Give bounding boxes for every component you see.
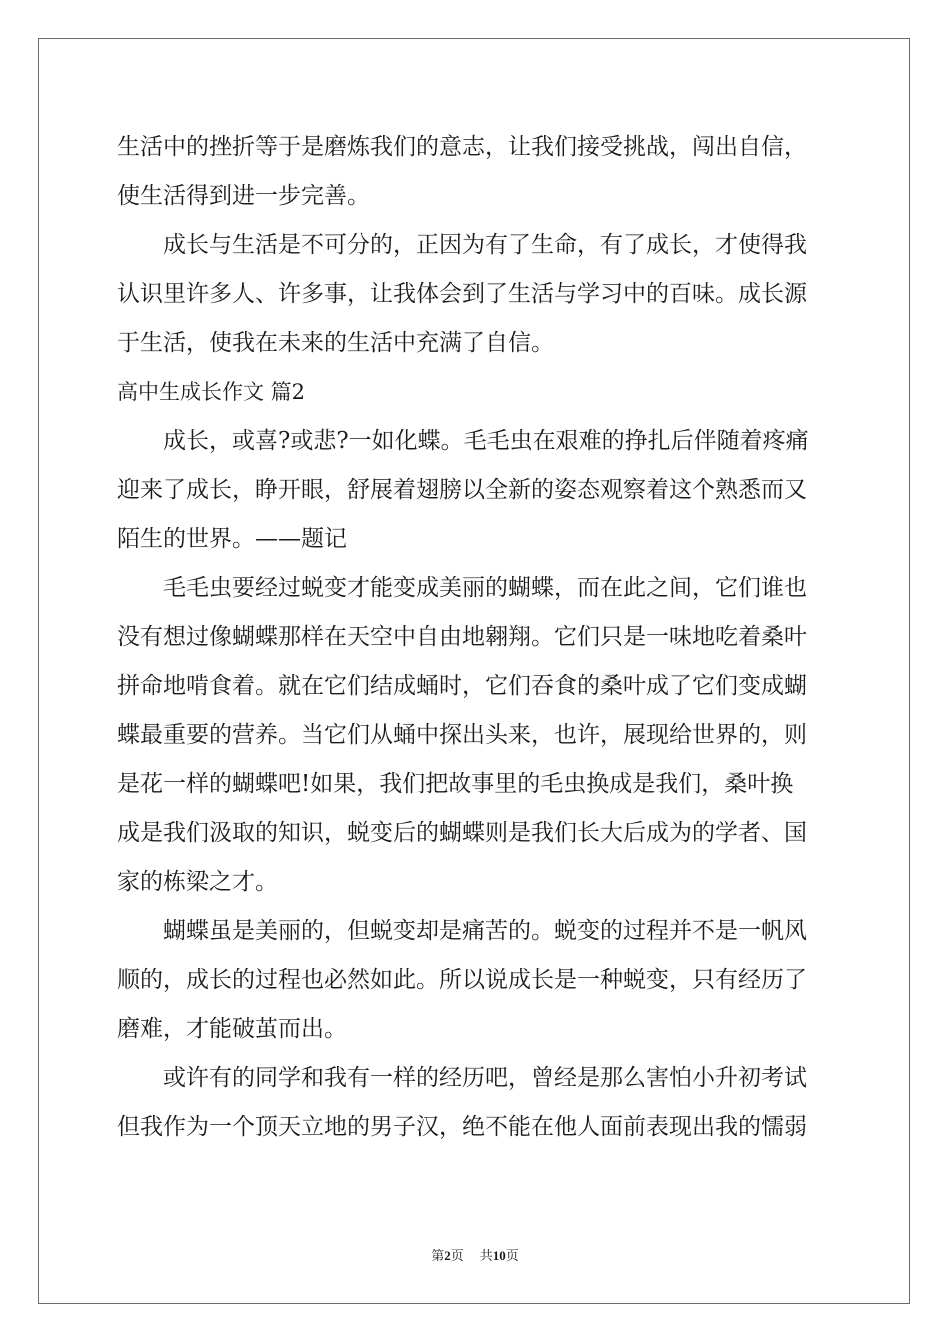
text-line: 没有想过像蝴蝶那样在天空中自由地翱翔。它们只是一味地吃着桑叶 (117, 624, 807, 650)
text-line: 于生活，使我在未来的生活中充满了自信。 (117, 330, 554, 356)
text-line: 但我作为一个顶天立地的男子汉，绝不能在他人面前表现出我的懦弱 (117, 1114, 807, 1140)
text-line: 是花一样的蝴蝶吧!如果，我们把故事里的毛虫换成是我们，桑叶换 (117, 771, 794, 797)
total-page-count: 10 (492, 1248, 506, 1263)
text-line: 顺的，成长的过程也必然如此。所以说成长是一种蜕变，只有经历了 (117, 967, 807, 993)
text-line: 毛毛虫要经过蜕变才能变成美丽的蝴蝶，而在此之间，它们谁也 (163, 575, 807, 601)
page-number-suffix: 页 (450, 1248, 464, 1263)
text-line: 蝶最重要的营养。当它们从蛹中探出头来，也许，展现给世界的，则 (117, 722, 807, 748)
current-page-number: 2 (444, 1248, 451, 1263)
text-line: 家的栋梁之才。 (117, 869, 278, 895)
text-line: 陌生的世界。——题记 (117, 526, 347, 552)
page-number-prefix: 第 (431, 1248, 445, 1263)
total-pages-prefix: 共 (479, 1248, 493, 1263)
document-body (117, 123, 833, 1152)
total-pages-suffix: 页 (505, 1248, 519, 1263)
text-line: 磨难，才能破茧而出。 (117, 1016, 347, 1042)
text-line: 拼命地啃食着。就在它们结成蛹时，它们吞食的桑叶成了它们变成蝴 (117, 673, 807, 699)
text-line: 成是我们汲取的知识，蜕变后的蝴蝶则是我们长大后成为的学者、国 (117, 820, 807, 846)
page-footer (0, 1247, 950, 1265)
text-line: 或许有的同学和我有一样的经历吧，曾经是那么害怕小升初考试 (163, 1065, 807, 1091)
section-heading: 高中生成长作文 篇2 (117, 380, 306, 404)
text-line: 成长，或喜?或悲?一如化蝶。毛毛虫在艰难的挣扎后伴随着疼痛 (163, 428, 809, 454)
text-line: 使生活得到进一步完善。 (117, 183, 370, 209)
text-line: 生活中的挫折等于是磨炼我们的意志，让我们接受挑战，闯出自信， (117, 134, 807, 160)
text-line: 迎来了成长，睁开眼，舒展着翅膀以全新的姿态观察着这个熟悉而又 (117, 477, 807, 503)
text-line: 成长与生活是不可分的，正因为有了生命，有了成长，才使得我 (163, 232, 807, 258)
text-line: 蝴蝶虽是美丽的，但蜕变却是痛苦的。蜕变的过程并不是一帆风 (163, 918, 807, 944)
text-line: 认识里许多人、许多事，让我体会到了生活与学习中的百味。成长源 (117, 281, 807, 307)
